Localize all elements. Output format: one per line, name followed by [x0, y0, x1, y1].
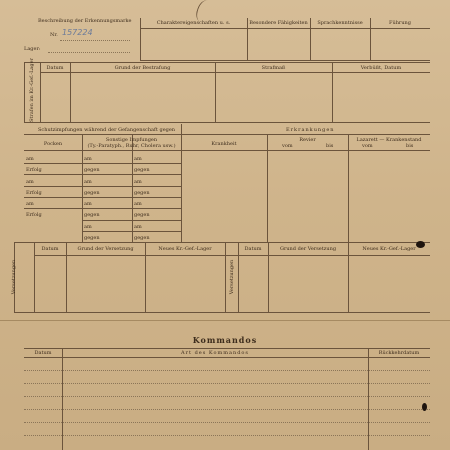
ink-blot — [416, 241, 425, 248]
header-bottom — [140, 60, 430, 61]
kommandos-row-line — [24, 422, 430, 423]
illness-title: Erkrankungen — [286, 127, 335, 133]
illness-revier-bis: bis — [326, 143, 334, 149]
kommandos-row-line — [24, 435, 430, 436]
vacc-erfolg: Erfolg — [26, 167, 42, 173]
vacc-am: am — [134, 224, 142, 230]
ink-blot — [422, 403, 427, 411]
punish-head-rule — [40, 72, 430, 73]
skills-label: Besondere Fähigkeiten — [249, 20, 308, 26]
kommandos-col-rueck: Rückkehrdatum — [378, 350, 420, 356]
marks-label: Beschreibung der Erkennungsmarke — [38, 18, 132, 24]
vacc-row-rule — [24, 186, 181, 187]
vacc-gegen: gegen — [134, 190, 150, 196]
transfer-divider — [66, 242, 67, 312]
vacc-am: am — [84, 201, 92, 207]
kommandos-head-rule — [24, 357, 430, 358]
vacc-gegen: gegen — [84, 167, 100, 173]
punish-col-strafmass: Strafmaß — [261, 65, 286, 71]
transfer-col-neues-2: Neues Kr.-Gef.-Lager — [362, 246, 416, 252]
punish-side-label: Strafen im Kr.-Gef.-Lager — [29, 58, 35, 122]
punish-col-datum: Datum — [46, 65, 64, 71]
vacc-col-sonstige: Sonstige Impfungen — [105, 137, 158, 143]
illness-revier-von: vom — [282, 143, 293, 149]
char-label: Charaktereigenschaften u. s. — [156, 20, 231, 26]
vacc-row-rule — [24, 163, 181, 164]
vacc-row-rule — [24, 208, 181, 209]
punish-divider — [332, 62, 333, 122]
transfer-side-label: Versetzungen — [11, 259, 17, 295]
kommandos-row-line — [24, 396, 430, 397]
vacc-am: am — [84, 224, 92, 230]
vacc-gegen: gegen — [134, 212, 150, 218]
vacc-erfolg: Erfolg — [26, 212, 42, 218]
transfer-bottom — [14, 312, 430, 313]
kommandos-title: Kommandos — [192, 335, 258, 345]
punish-col-verbuesst: Verbüßt, Datum — [360, 65, 402, 71]
vacc-col-pocken: Pocken — [43, 141, 63, 147]
kommandos-col-datum: Datum — [34, 350, 52, 356]
kommandos-row-line — [24, 409, 430, 410]
vacc-am: am — [134, 156, 142, 162]
transfer-col-datum: Datum — [41, 246, 59, 252]
vacc-am: am — [84, 179, 92, 185]
vacc-gegen: gegen — [134, 235, 150, 241]
vacc-row-rule — [24, 197, 181, 198]
conduct-label: Führung — [389, 20, 411, 26]
kommandos-row-line — [24, 370, 430, 371]
vacc-gegen: gegen — [134, 167, 150, 173]
vacc-title: Schutzimpfungen während der Gefangenschaft gegen — [38, 127, 176, 133]
nr-line — [60, 40, 130, 41]
nr-value: 157224 — [62, 28, 93, 37]
vacc-am: am — [84, 156, 92, 162]
transfer-side-label-2: Versetzungen — [229, 259, 235, 295]
lager-label: Lager: — [24, 46, 41, 52]
vacc-am: am — [26, 179, 34, 185]
transfer-divider — [238, 242, 239, 312]
punish-divider — [70, 62, 71, 122]
kommandos-col-art: Art des Kommandos — [181, 350, 249, 356]
kommandos-row-line — [24, 383, 430, 384]
punish-left — [24, 62, 25, 122]
punish-divider — [40, 62, 41, 122]
kommandos-top — [24, 348, 430, 349]
vacc-gegen: gegen — [84, 190, 100, 196]
illness-col-krankheit: Krankheit — [211, 141, 237, 147]
transfer-col-datum-2: Datum — [244, 246, 262, 252]
vacc-am: am — [134, 179, 142, 185]
punish-bottom — [24, 122, 430, 123]
vacc-erfolg: Erfolg — [26, 190, 42, 196]
transfer-col-grund: Grund der Versetzung — [77, 246, 134, 252]
vacc-row-rule — [24, 174, 181, 175]
vacc-head-rule — [24, 150, 430, 151]
vacc-row-rule — [82, 220, 181, 221]
vacc-row-rule — [82, 231, 181, 232]
punish-divider — [215, 62, 216, 122]
illness-col-revier: Revier — [299, 137, 316, 143]
transfer-divider — [348, 242, 349, 312]
illness-col-lazarett: Lazarett — Krankenstand — [356, 137, 422, 143]
illness-lazarett-von: vom — [362, 143, 373, 149]
punish-col-grund: Grund der Bestrafung — [114, 65, 171, 71]
transfer-top — [14, 242, 430, 243]
lager-line — [48, 52, 130, 53]
transfer-head-rule — [34, 255, 430, 256]
nr-label: Nr. — [50, 32, 58, 38]
vacc-am: am — [26, 156, 34, 162]
vacc-gegen: gegen — [84, 235, 100, 241]
transfer-col-grund-2: Grund der Versetzung — [279, 246, 337, 252]
vacc-col-sonstige-note: (Ty.-Paratyph., Ruhr, Cholera usw.) — [87, 143, 176, 149]
transfer-divider — [268, 242, 269, 312]
transfer-divider — [34, 242, 35, 312]
lang-label: Sprachkenntnisse — [317, 20, 363, 26]
vacc-gegen: gegen — [84, 212, 100, 218]
punish-top — [24, 62, 430, 63]
transfer-col-neues: Neues Kr.-Gef.-Lager — [158, 246, 212, 252]
vacc-top — [24, 134, 430, 135]
vacc-am: am — [134, 201, 142, 207]
transfer-divider — [225, 242, 226, 312]
header-rule — [140, 28, 430, 29]
illness-lazarett-bis: bis — [406, 143, 414, 149]
transfer-divider — [145, 242, 146, 312]
fold-line — [0, 320, 450, 321]
vacc-am: am — [26, 201, 34, 207]
